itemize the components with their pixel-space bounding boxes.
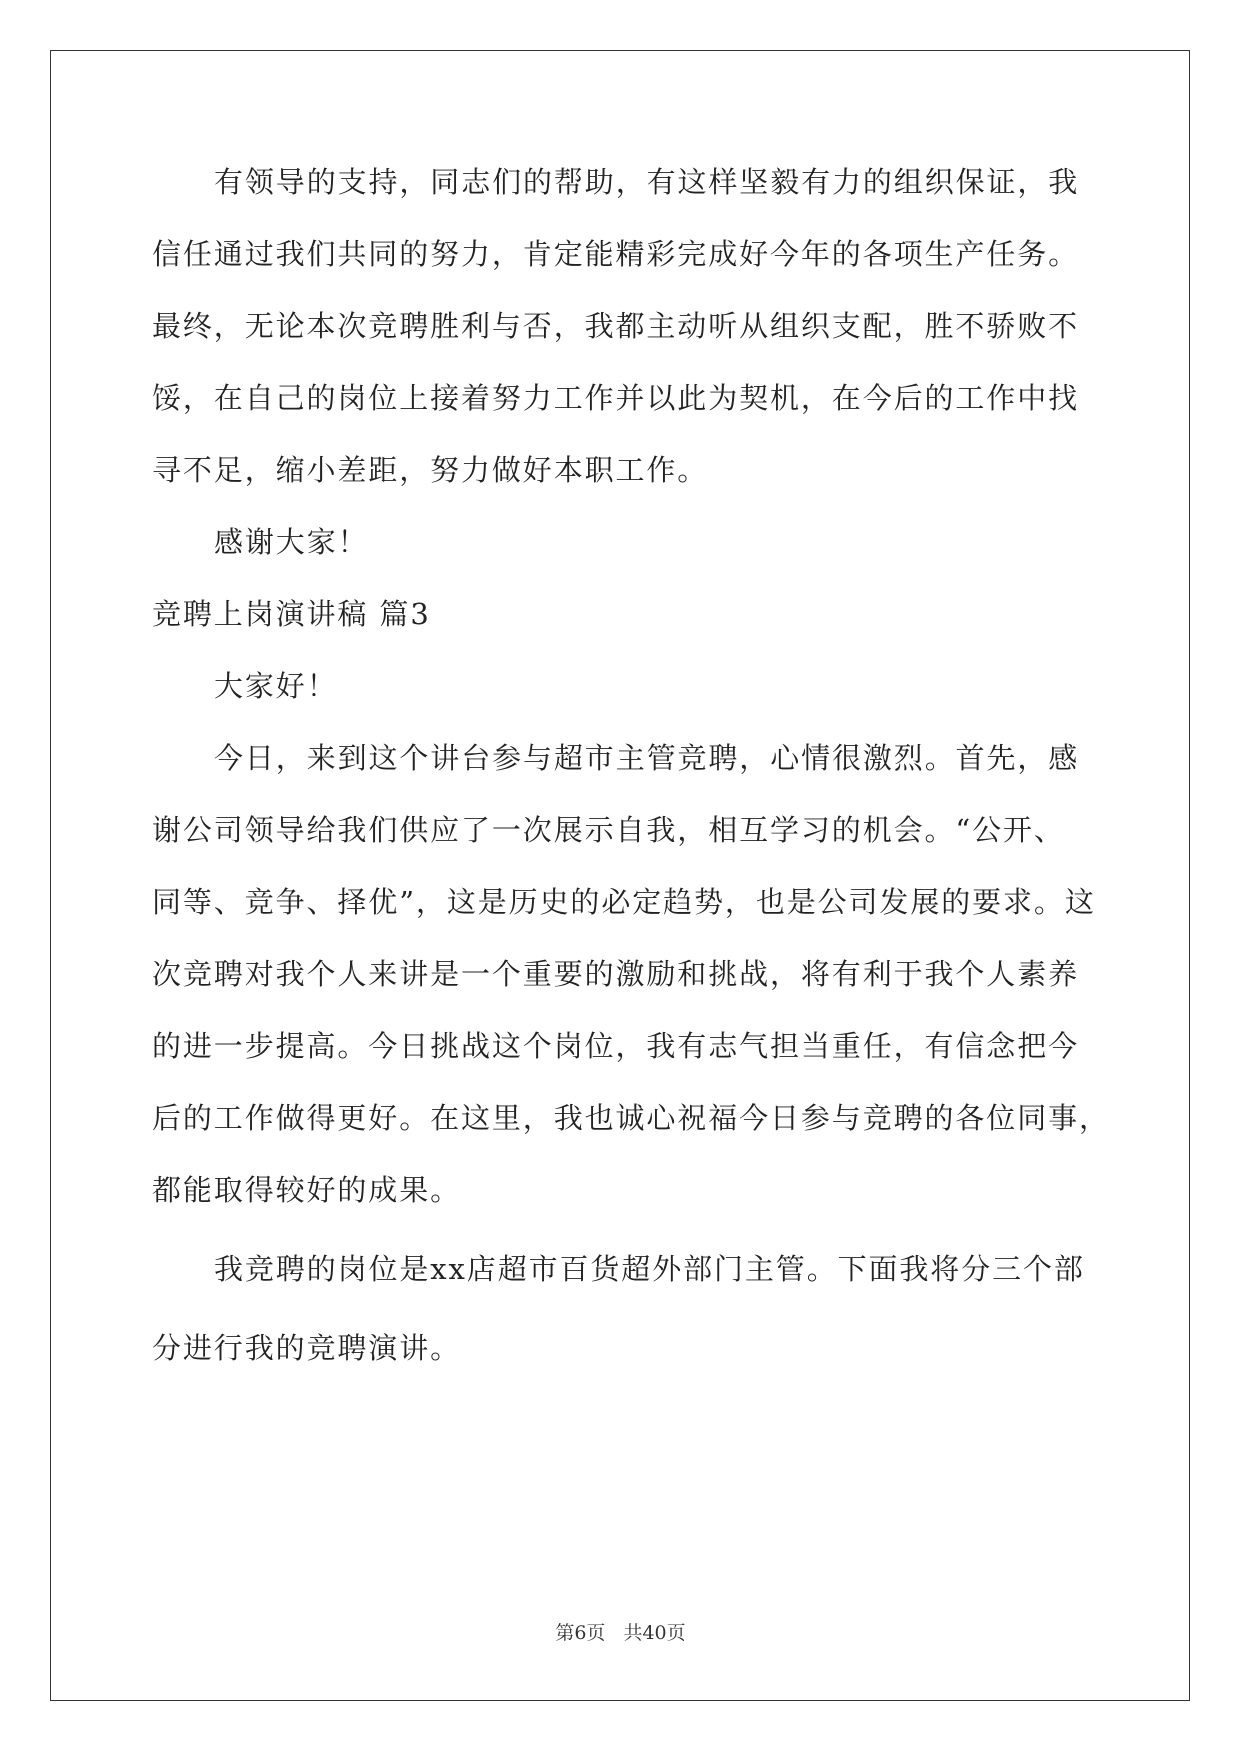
greeting-line: 大家好！ bbox=[214, 669, 338, 703]
paragraph-line: 感谢大家！ bbox=[214, 525, 369, 559]
paragraph-line: 寻不足，缩小差距，努力做好本职工作。 bbox=[152, 453, 709, 487]
paragraph-line: 馁，在自己的岗位上接着努力工作并以此为契机，在今后的工作中找 bbox=[152, 381, 1080, 415]
paragraph-line: 最终，无论本次竞聘胜利与否，我都主动听从组织支配，胜不骄败不 bbox=[152, 309, 1080, 343]
paragraph-line: 后的工作做得更好。在这里，我也诚心祝福今日参与竞聘的各位同事， bbox=[152, 1101, 1110, 1135]
page-border bbox=[50, 50, 1190, 1701]
page-number: 第6页 bbox=[555, 1622, 606, 1644]
paragraph-line: 同等、竞争、择优”，这是历史的必定趋势，也是公司发展的要求。这 bbox=[152, 885, 1096, 919]
paragraph-line: 都能取得较好的成果。 bbox=[152, 1173, 462, 1207]
paragraph-line: 信任通过我们共同的努力，肯定能精彩完成好今年的各项生产任务。 bbox=[152, 237, 1080, 271]
page-total: 共40页 bbox=[623, 1622, 686, 1644]
paragraph-line: 分进行我的竞聘演讲。 bbox=[152, 1331, 462, 1365]
page-footer bbox=[0, 1618, 1241, 1645]
section-heading: 竞聘上岗演讲稿 篇3 bbox=[152, 597, 431, 631]
paragraph-line: 的进一步提高。今日挑战这个岗位，我有志气担当重任，有信念把今 bbox=[152, 1029, 1080, 1063]
paragraph-line: 次竞聘对我个人来讲是一个重要的激励和挑战，将有利于我个人素养 bbox=[152, 957, 1080, 991]
paragraph-line: 今日，来到这个讲台参与超市主管竞聘，心情很激烈。首先，感 bbox=[214, 741, 1080, 775]
paragraph-line: 我竞聘的岗位是xx店超市百货超外部门主管。下面我将分三个部 bbox=[214, 1252, 1085, 1286]
paragraph-line: 有领导的支持，同志们的帮助，有这样坚毅有力的组织保证，我 bbox=[214, 165, 1080, 199]
paragraph-line: 谢公司领导给我们供应了一次展示自我，相互学习的机会。“公开、 bbox=[152, 813, 1065, 847]
